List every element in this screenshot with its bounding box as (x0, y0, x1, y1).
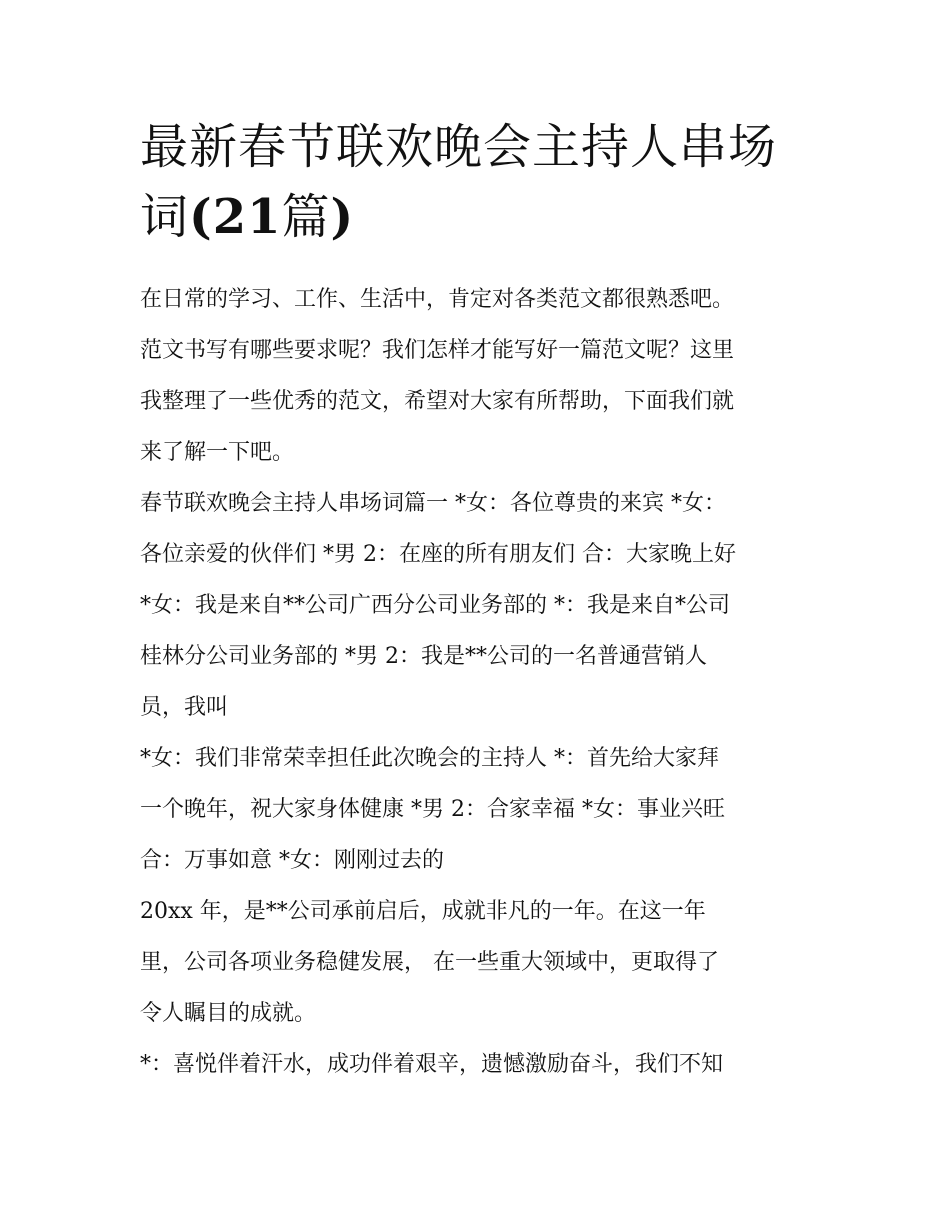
text-line: 来了解一下吧。 (140, 440, 295, 465)
document-title (140, 112, 820, 252)
text-line: 里，公司各项业务稳健发展， 在一些重大领域中，更取得了 (140, 950, 719, 975)
title-line-2-number: (21 (189, 189, 282, 245)
text-line: 范文书写有哪些要求呢？我们怎样才能写好一篇范文呢？这里 (140, 338, 735, 363)
document-content (140, 112, 820, 1090)
title-line-2-end: ) (330, 189, 355, 245)
text-line: 春节联欢晚会主持人串场词篇一 *女：各位尊贵的来宾 *女： (140, 491, 726, 516)
text-line: 各位亲爱的伙伴们 *男 2：在座的所有朋友们 合：大家晚上好 (140, 542, 736, 567)
text-line: 一个晚年，祝大家身体健康 *男 2：合家幸福 *女：事业兴旺 (140, 797, 725, 822)
text-line: 令人瞩目的成就。 (140, 1001, 317, 1026)
title-line-2-prefix: 词 (140, 189, 190, 245)
title-line-1: 最新春节联欢晚会主持人串场 (140, 119, 778, 175)
text-line: 在日常的学习、工作、生活中，肯定对各类范文都很熟悉吧。 (140, 287, 735, 312)
text-line: 20xx 年，是**公司承前启后，成就非凡的一年。在这一年 (140, 899, 706, 924)
title-line-2-mid: 篇 (281, 189, 331, 245)
document-body (140, 274, 820, 1090)
text-line: 合：万事如意 *女：刚刚过去的 (140, 848, 444, 873)
text-line: *女：我是来自**公司广西分公司业务部的 *：我是来自*公司 (140, 593, 730, 618)
text-line: *女：我们非常荣幸担任此次晚会的主持人 *：首先给大家拜 (140, 746, 719, 771)
text-line: 员，我叫 (140, 695, 229, 720)
text-line: 我整理了一些优秀的范文，希望对大家有所帮助，下面我们就 (140, 389, 735, 414)
text-line: *：喜悦伴着汗水，成功伴着艰辛，遗憾激励奋斗，我们不知 (140, 1052, 724, 1077)
text-line: 桂林分公司业务部的 *男 2：我是**公司的一名普通营销人 (140, 644, 707, 669)
